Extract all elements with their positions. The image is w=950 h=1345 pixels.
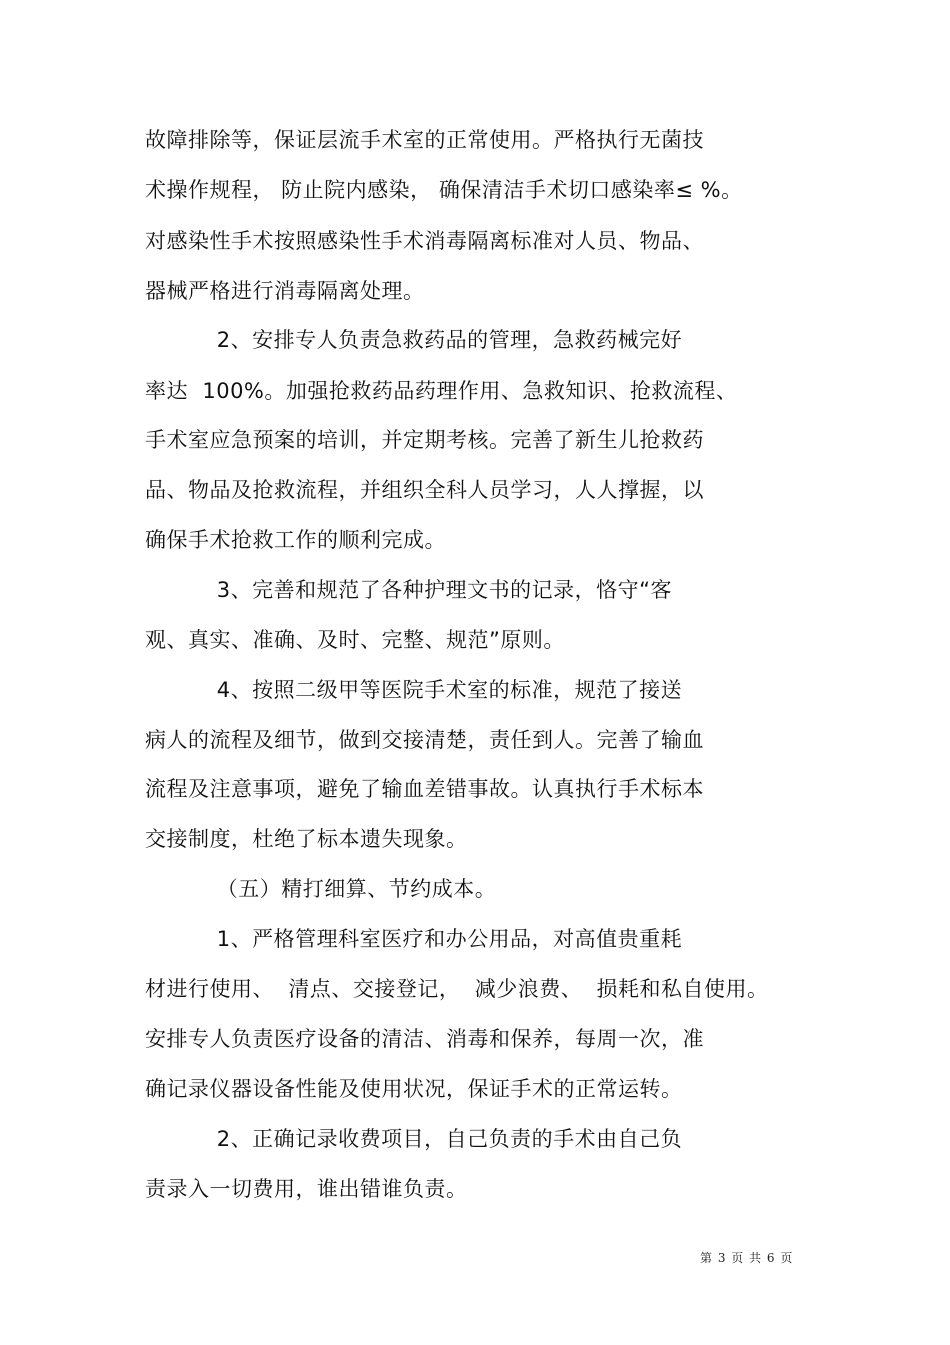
text-line: 4、按照二级甲等医院手术室的标准，规范了接送 [145,678,683,702]
page-number: 第 3 页 共 6 页 [700,1251,794,1265]
text-line: 材进行使用、 清点、交接登记， 减少浪费、 损耗和私自使用。 [145,977,769,1001]
text-line: 交接制度，杜绝了标本遗失现象。 [145,827,468,851]
text-line: 器械严格进行消毒隔离处理。 [145,279,425,303]
text-line: 观、真实、准确、及时、完整、规范”原则。 [145,628,565,652]
text-line: 3、完善和规范了各种护理文书的记录，恪守“客 [145,578,672,602]
text-line: 术操作规程， 防止院内感染， 确保清洁手术切口感染率≤ %。 [145,178,743,202]
text-line: 2、安排专人负责急救药品的管理，急救药械完好 [145,328,683,352]
text-line: 流程及注意事项，避免了输血差错事故。认真执行手术标本 [145,777,704,801]
text-line: 病人的流程及细节，做到交接清楚，责任到人。完善了输血 [145,728,704,752]
text-line: 2、正确记录收费项目，自己负责的手术由自己负 [145,1127,683,1151]
text-line: 率达 100%。加强抢救药品药理作用、急救知识、抢救流程、 [145,379,738,403]
text-line: 确记录仪器设备性能及使用状况，保证手术的正常运转。 [145,1077,683,1101]
text-line: 手术室应急预案的培训，并定期考核。完善了新生儿抢救药 [145,428,704,452]
text-line: 责录入一切费用，谁出错谁负责。 [145,1177,468,1201]
text-line: 安排专人负责医疗设备的清洁、消毒和保养，每周一次，准 [145,1027,704,1051]
text-line: 确保手术抢救工作的顺利完成。 [145,528,446,552]
text-line: 1、严格管理科室医疗和办公用品，对高值贵重耗 [145,927,683,951]
section-heading: （五）精打细算、节约成本。 [145,877,497,901]
text-line: 品、物品及抢救流程，并组织全科人员学习，人人撑握，以 [145,478,704,502]
text-line: 故障排除等，保证层流手术室的正常使用。严格执行无菌技 [145,128,704,152]
text-line: 对感染性手术按照感染性手术消毒隔离标准对人员、物品、 [145,229,704,253]
